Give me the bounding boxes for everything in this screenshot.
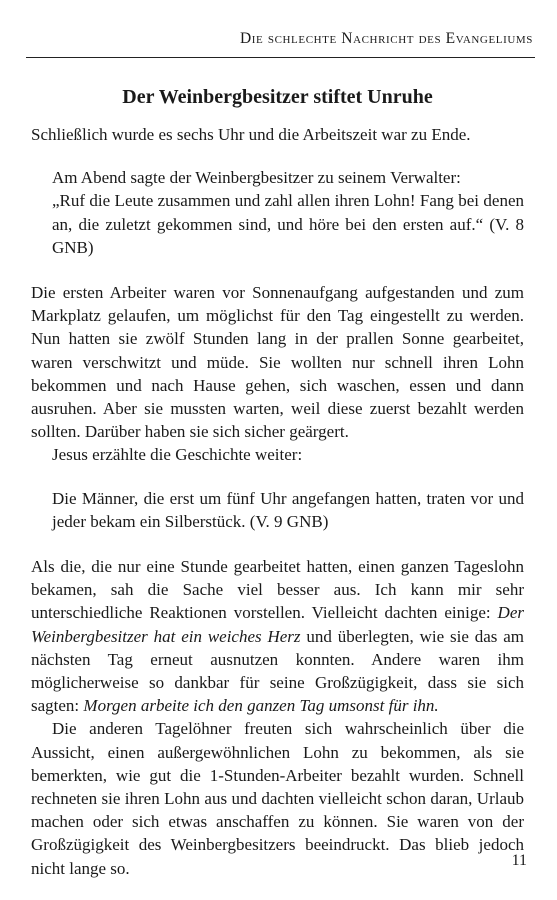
page-number: 11: [511, 852, 527, 869]
bible-quote-1: [52, 166, 524, 259]
paragraph-4-italic-thought-2: Morgen arbeite ich den ganzen Tag umsonst für ihn.: [83, 696, 439, 716]
paragraph-1: Schließlich wurde es sechs Uhr und die Arbeitszeit war zu Ende.: [31, 125, 471, 144]
running-header: Die schlechte Nachricht des Evangeliums: [240, 30, 533, 47]
paragraph-5: Die anderen Tagelöhner freuten sich wahrscheinlich über die Aussicht, einen außergewöhnlichen Lohn zu bekommen, als sie bemerkten, wie gut die 1-Stunden-Arbeiter bezahlt wurden. Schnell rechneten sie ihren Lohn aus und dachten vielleicht schon daran, Urlaub machen oder sich etwas anschaffen zu können. Sie waren von der Großzügigkeit des Weinbergbesitzers beeindruckt. Das blieb jedoch nicht lange so.: [31, 719, 524, 878]
section-heading: Der Weinbergbesitzer stiftet Unruhe: [122, 86, 433, 108]
paragraph-3: Jesus erzählte die Geschichte weiter:: [52, 445, 303, 465]
header-rule: [26, 57, 535, 58]
quote-1-intro: Am Abend sagte der Weinbergbesitzer zu seinem Verwalter:: [52, 168, 461, 188]
paragraph-2: Die ersten Arbeiter waren vor Sonnenaufgang aufgestanden und zum Markplatz gelaufen, um möglichst für den Tag eingestellt zu werden. Nun hatten sie zwölf Stunden lang in der prallen Sonne gearbeitet, waren verschwitzt und müde. Sie wollten nur schnell ihren Lohn bekommen und nach Hause gehen, sich waschen, essen und dann ausruhen. Aber sie mussten warten, weil diese zuerst bezahlt werden sollten. Darüber haben sie sich sicher geärgert.: [31, 283, 524, 442]
bible-quote-2: [52, 487, 524, 533]
paragraph-4-italic-thought-1: Der Weinbergbesitzer hat ein weiches Herz: [31, 603, 524, 646]
paragraph-4: [31, 555, 524, 717]
paragraph-4-text-b: und überlegten, wie sie das am nächsten Tag erneut ausnutzen konnten. Andere waren ihm möglicherweise so dankbar für seine Großzügigkeit, dass sie sich sagten:: [31, 626, 524, 716]
quote-1-text: „Ruf die Leute zusammen und zahl allen ihren Lohn! Fang bei denen an, die zuletzt gekommen sind, und höre bei den ersten auf.“ (V. 8 GNB): [52, 191, 524, 257]
paragraph-4-text-a: Als die, die nur eine Stunde gearbeitet hatten, einen ganzen Tageslohn bekamen, sah die Sache viel besser aus. Ich kann mir sehr unterschiedliche Reaktionen vorstellen. Vielleicht dachten einige:: [31, 557, 524, 623]
quote-2-text: Die Männer, die erst um fünf Uhr angefangen hatten, traten vor und jeder bekam ein Silberstück. (V. 9 GNB): [52, 488, 524, 531]
page-body: [31, 84, 524, 880]
